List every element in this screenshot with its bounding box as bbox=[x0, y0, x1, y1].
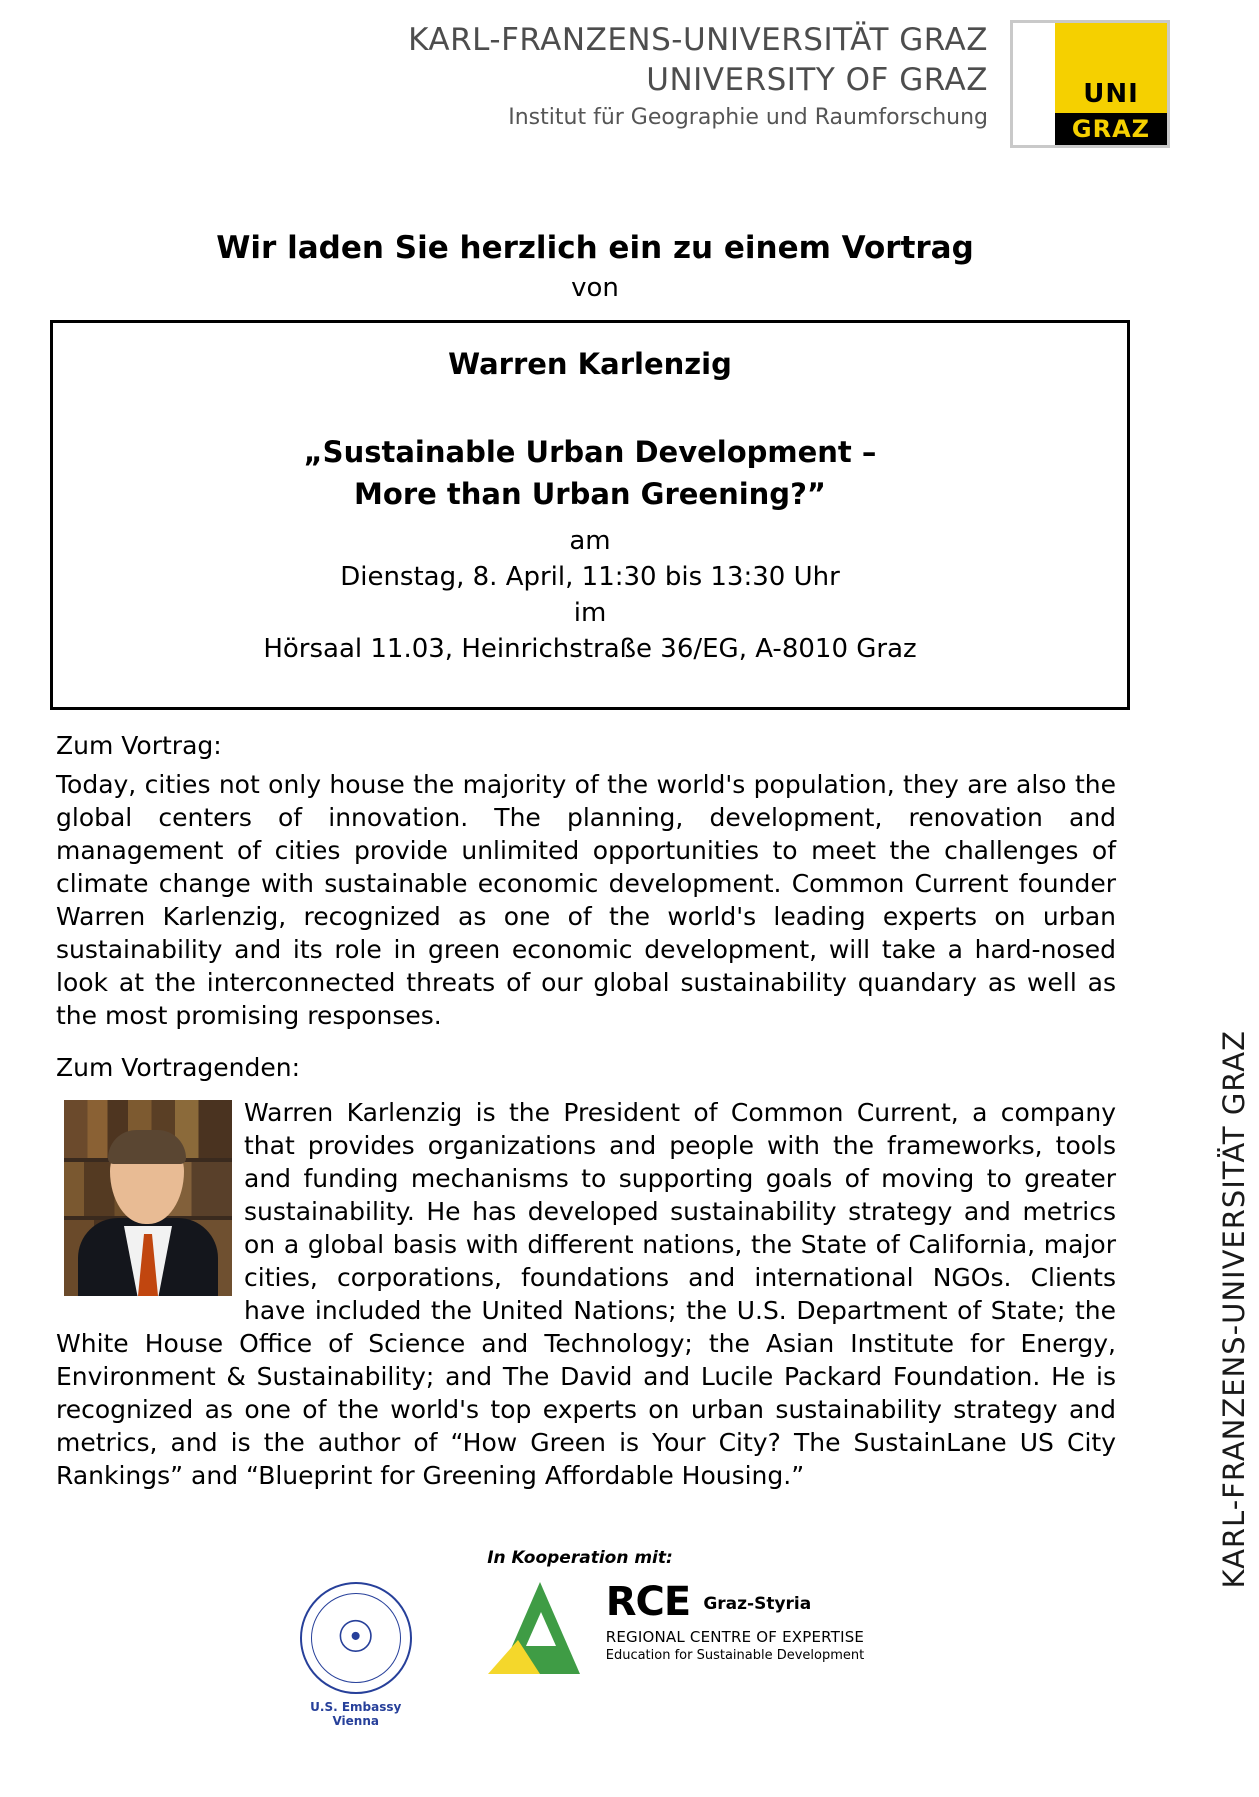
talk-abstract: Today, cities not only house the majority of the world's population, they are also the global centers of innovation. The planning, development, renovation and management of cities provide unlimited opportunities to meet the challenges of climate change with sustainable economic development. Common Current founder Warren Karlenzig, recognized as one of the world's leading experts on urban sustainability and its role in green economic development, will take a hard-nosed look at the interconnected threats of our global sustainability quandary as well as the most promising responses. bbox=[56, 770, 1116, 1030]
speaker-bio-text: Warren Karlenzig is the President of Common Current, a company that provides organizations and people with the frameworks, tools and funding mechanisms to supporting goals of moving to greater sustainability. He has developed sustainability strategy and metrics on a global basis with different nations, the State of California, major cities, corporations, foundations and international NGOs. Clients have included the United Nations; the U.S. Department of State; the White House Office of Science and Technology; the Asian Institute for Energy, Environment & Sustainability; and The David and Lucile Packard Foundation. He is recognized as one of the world's top experts on urban sustainability strategy and metrics, and is the author of “How Green is Your City? The SustainLane US City Rankings” and “Blueprint for Greening Affordable Housing.” bbox=[56, 1098, 1116, 1490]
header-titles bbox=[408, 20, 1010, 136]
speaker-section-label: Zum Vortragenden: bbox=[56, 1053, 301, 1082]
rce-tagline-2: Education for Sustainable Development bbox=[605, 1648, 865, 1663]
rce-title: RCE bbox=[605, 1579, 691, 1625]
event-im-label: im bbox=[573, 598, 607, 628]
document-body bbox=[56, 728, 1116, 1492]
invitation-von: von bbox=[571, 273, 619, 303]
event-date: Dienstag, 8. April, 11:30 bis 13:30 Uhr bbox=[340, 562, 840, 592]
us-embassy-logo bbox=[296, 1582, 416, 1728]
talk-section-label: Zum Vortrag: bbox=[56, 731, 222, 760]
rce-triangle-icon bbox=[486, 1582, 596, 1678]
university-name-en: UNIVERSITY OF GRAZ bbox=[646, 62, 988, 98]
event-location: Hörsaal 11.03, Heinrichstraße 36/EG, A-8010 Graz bbox=[263, 634, 917, 664]
eagle-icon: ☉ bbox=[336, 1612, 376, 1663]
uni-graz-logo bbox=[1010, 20, 1170, 148]
vertical-university-name: KARL-FRANZENS-UNIVERSITÄT GRAZ bbox=[1217, 1030, 1251, 1589]
cooperation-label: In Kooperation mit: bbox=[487, 1548, 673, 1568]
uni-graz-logo-top-text: UNI bbox=[1083, 79, 1139, 109]
event-title-line1: „Sustainable Urban Development – bbox=[303, 435, 877, 469]
rce-triangle-yellow bbox=[488, 1640, 540, 1674]
speaker-bio-wrapper bbox=[56, 1096, 1116, 1492]
embassy-caption: U.S. Embassy Vienna bbox=[310, 1700, 402, 1728]
university-name-de: KARL-FRANZENS-UNIVERSITÄT GRAZ bbox=[408, 22, 988, 58]
document-header bbox=[0, 20, 1170, 148]
event-details-box bbox=[50, 320, 1130, 710]
invitation-headline: Wir laden Sie herzlich ein zu einem Vortrag bbox=[216, 230, 974, 266]
portrait-hair bbox=[108, 1130, 186, 1164]
institute-name: Institut für Geographie und Raumforschung bbox=[508, 105, 988, 130]
uni-graz-logo-mark bbox=[1055, 23, 1167, 145]
speaker-portrait-image bbox=[64, 1100, 232, 1296]
rce-subtitle: Graz-Styria bbox=[703, 1594, 812, 1614]
uni-graz-logo-bottom-text: GRAZ bbox=[1071, 115, 1151, 143]
event-am-label: am bbox=[569, 526, 611, 556]
invitation-block bbox=[50, 228, 1140, 306]
rce-logo-text bbox=[605, 1579, 865, 1663]
event-speaker-name: Warren Karlenzig bbox=[448, 347, 732, 381]
event-title-line2: More than Urban Greening?” bbox=[354, 477, 826, 511]
embassy-seal-icon bbox=[300, 1582, 412, 1694]
rce-tagline-1: REGIONAL CENTRE OF EXPERTISE bbox=[605, 1628, 865, 1646]
partner-logos bbox=[0, 1579, 1160, 1728]
rce-logo bbox=[486, 1579, 865, 1678]
document-footer bbox=[0, 1548, 1160, 1728]
